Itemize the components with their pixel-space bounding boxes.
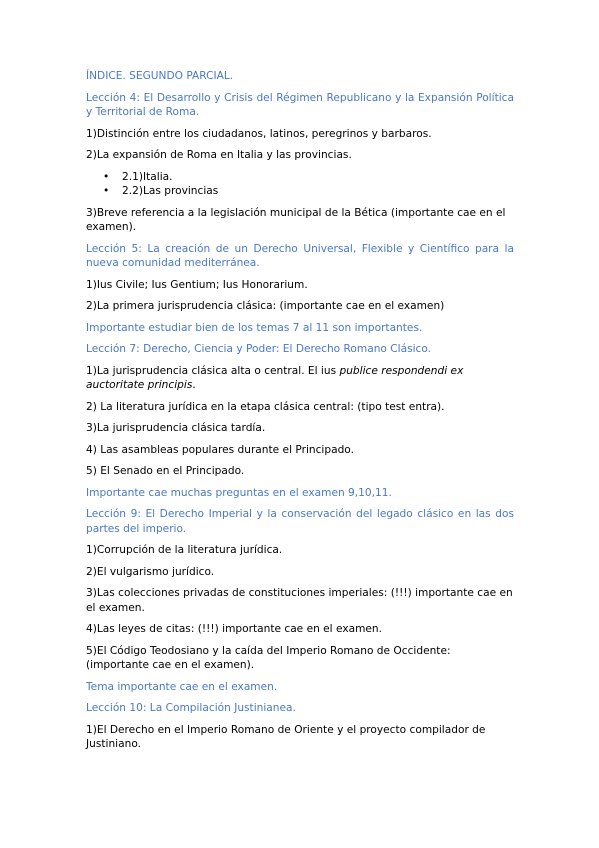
document-page [86,69,514,752]
lesson-7-item-2: 2) La literatura jurídica en la etapa clásica central: (tipo test entra). [86,400,445,413]
lesson-9-item-4: 4)Las leyes de citas: (!!!) importante cae en el examen. [86,623,383,635]
lesson-7-item-1-end: . [192,379,196,391]
lesson-5-item-2: 2)La primera jurisprudencia clásica: (importante cae en el examen) [86,300,445,312]
lesson-7-item-3: 3)La jurisprudencia clásica tardía. [86,422,266,434]
lesson-4-item-1: 1)Distinción entre los ciudadanos, latinos, peregrinos y barbaros. [86,127,432,140]
lesson-7-item-4: 4) Las asambleas populares durante el Principado. [86,443,354,456]
lesson-9-item-5: 5)El Código Teodosiano y la caída del Imperio Romano de Occidente: (importante cae en el examen). [86,644,451,671]
lesson-7-item-1 [86,364,514,393]
list-item: • 2.2)Las provincias [86,184,514,199]
lesson-9-item-1: 1)Corrupción de la literatura jurídica. [86,544,283,556]
note-themes-7-11: Importante estudiar bien de los temas 7 al 11 son importantes. [86,321,423,334]
lesson-10-heading: Lección 10: La Compilación Justinianea. [86,702,296,714]
note-important-theme: Tema importante cae en el examen. [86,680,278,693]
lesson-5-heading: Lección 5: La creación de un Derecho Universal, Flexible y Científico para la nueva comunidad mediterránea. [86,242,514,269]
lesson-7-item-1-text: 1)La jurisprudencia clásica alta o central. El ius [86,364,340,377]
lesson-9-item-3: 3)Las colecciones privadas de constituciones imperiales: (!!!) importante cae en el examen. [86,587,513,614]
lesson-5-item-1: 1)Ius Civile; Ius Gentium; Ius Honorarium. [86,278,308,291]
lesson-7-item-5: 5) El Senado en el Principado. [86,465,245,477]
lesson-7-item-1-italic: publice respondendi ex auctoritate principis [86,364,464,391]
lesson-7-heading: Lección 7: Derecho, Ciencia y Poder: El Derecho Romano Clásico. [86,343,432,355]
lesson-4-item-2: 2)La expansión de Roma en Italia y las provincias. [86,149,352,161]
lesson-10-item-1: 1)El Derecho en el Imperio Romano de Oriente y el proyecto compilador de Justiniano. [86,723,486,750]
lesson-4-sublist [86,170,514,199]
lesson-4-heading: Lección 4: El Desarrollo y Crisis del Régimen Republicano y la Expansión Política y Territorial de Roma. [86,91,514,118]
list-item: • 2.1)Italia. [86,170,514,185]
lesson-4-item-3: 3)Breve referencia a la legislación municipal de la Bética (importante cae en el examen). [86,206,506,233]
lesson-9-item-2: 2)El vulgarismo jurídico. [86,565,215,578]
lesson-9-heading: Lección 9: El Derecho Imperial y la conservación del legado clásico en las dos partes del imperio. [86,508,514,535]
note-themes-9-11: Importante cae muchas preguntas en el examen 9,10,11. [86,486,392,499]
document-title: ÍNDICE. SEGUNDO PARCIAL. [86,70,234,82]
